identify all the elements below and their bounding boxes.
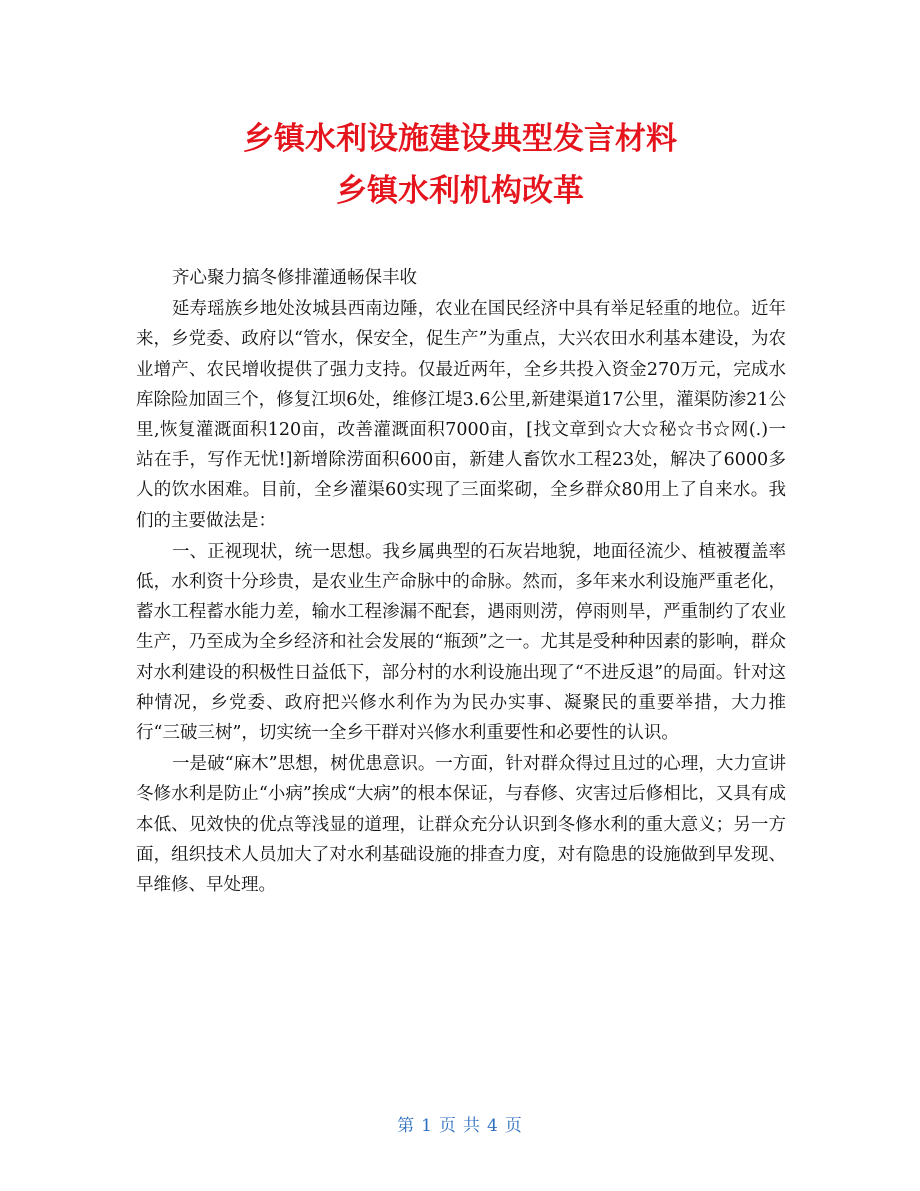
footer-page-total: 4 xyxy=(487,1116,499,1136)
footer-page-current: 1 xyxy=(421,1116,433,1136)
paragraph-subtitle: 齐心聚力搞冬修排灌通畅保丰收 xyxy=(172,268,417,288)
paragraph-intro: 延寿瑶族乡地处汝城县西南边陲，农业在国民经济中具有举足轻重的地位。近年来，乡党委、政府以“管水，保安全，促生产”为重点，大兴农田水利基本建设，为农业增产、农民增收提供了强力支持。仅最近两年，全乡共投入资金270万元，完成水库除险加固三个，修复江坝6处，维修江堤3.6公里,新建渠道17公里，灌渠防渗21公里,恢复灌溉面积120亩，改善灌溉面积7000亩，[找文章到☆大☆秘☆书☆网(.)一站在手，写作无忧!]新增除涝面积600亩，新建人畜饮水工程23处，解决了6000多人的饮水困难。目前，全乡灌渠60实现了三面桨砌，全乡群众80用上了自来水。我们的主要做法是： xyxy=(136,299,786,531)
footer-total-prefix: 共 xyxy=(463,1116,481,1136)
footer-prefix: 第 xyxy=(397,1116,416,1136)
footer-page-word-2: 页 xyxy=(504,1116,523,1136)
document-title xyxy=(0,113,920,217)
document-body xyxy=(136,263,786,901)
page-footer xyxy=(0,1111,920,1136)
footer-page-word: 页 xyxy=(439,1116,457,1136)
title-line-1: 乡镇水利设施建设典型发言材料 xyxy=(243,121,677,157)
title-line-2: 乡镇水利机构改革 xyxy=(336,173,584,209)
paragraph-point-one: 一是破“麻木”思想，树优患意识。一方面，针对群众得过且过的心理，大力宣讲冬修水利是防止“小病”挨成“大病”的根本保证，与春修、灾害过后修相比，又具有成本低、见效快的优点等浅显的道理，让群众充分认识到冬修水利的重大意义；另一方面，组织技术人员加大了对水利基础设施的排查力度，对有隐患的设施做到早发现、早维修、早处理。 xyxy=(136,754,786,896)
paragraph-section-one: 一、正视现状，统一思想。我乡属典型的石灰岩地貌，地面径流少、植被覆盖率低，水利资十分珍贵，是农业生产命脉中的命脉。然而，多年来水利设施严重老化，蓄水工程蓄水能力差，输水工程渗漏不配套，遇雨则涝，停雨则旱，严重制约了农业生产，乃至成为全乡经济和社会发展的“瓶颈”之一。尤其是受种种因素的影响，群众对水利建设的积极性日益低下，部分村的水利设施出现了“不进反退”的局面。针对这种情况，乡党委、政府把兴修水利作为为民办实事、凝聚民的重要举措，大力推行“三破三树”，切实统一全乡干群对兴修水利重要性和必要性的认识。 xyxy=(136,541,786,744)
